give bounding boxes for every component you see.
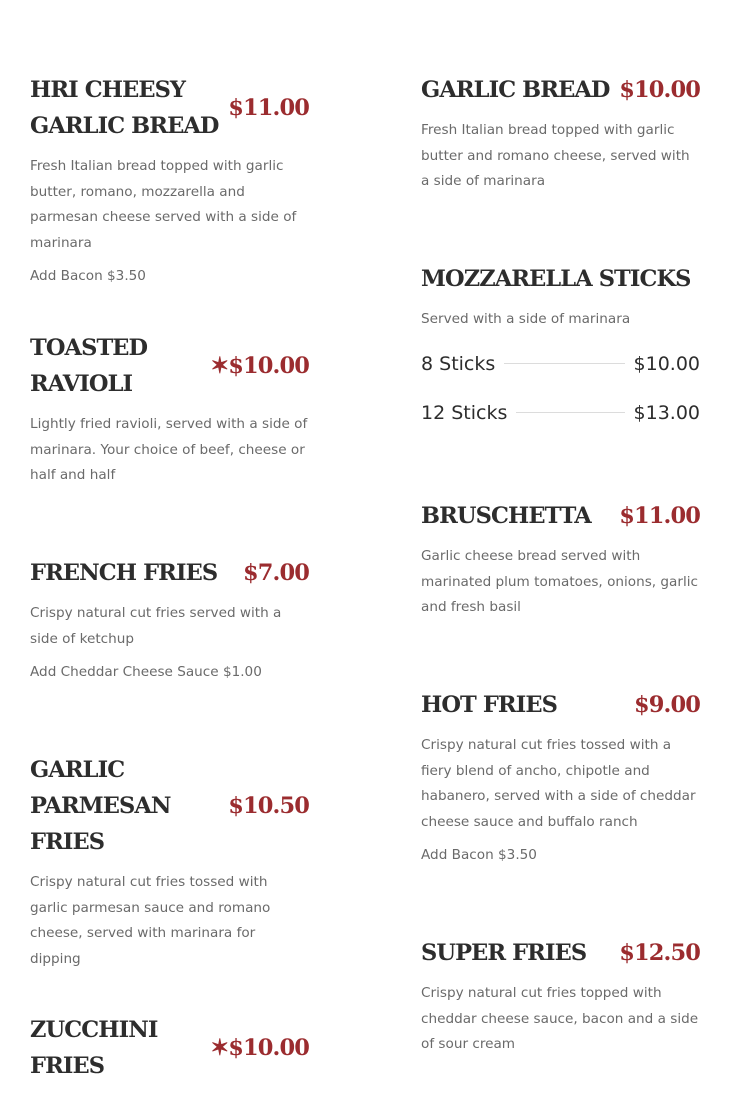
item-price: ✶$10.00 [210,353,309,379]
item-price: $12.50 [619,940,700,966]
item-description: Crispy natural cut fries tossed with garlic parmesan sauce and romano cheese, served with marinara for dipping [30,874,271,967]
item-name: GARLIC PARMESAN FRIES [30,757,171,855]
item-price: $9.00 [634,692,700,718]
item-description: Served with a side of marinara [421,311,631,327]
item-name: HOT FRIES [421,692,557,718]
item-name: TOASTED RAVIOLI [30,335,148,397]
menu-item-super-fries [421,935,700,1058]
size-option-8-sticks [421,346,700,382]
menu-item-garlic-parmesan-fries [30,752,309,972]
item-name: HRI CHEESY GARLIC BREAD [30,77,219,139]
menu-item-hri-cheesy-garlic-bread [30,72,309,289]
menu-item-garlic-bread [421,72,700,195]
item-price: $10.50 [228,793,309,819]
item-description: Fresh Italian bread topped with garlic butter and romano cheese, served with a side of marinara [421,122,690,189]
item-name: ZUCCHINI FRIES [30,1017,158,1079]
item-price: $11.00 [619,503,700,529]
item-name: FRENCH FRIES [30,560,218,586]
item-price: ✶$10.00 [210,1035,309,1061]
size-label: 8 Sticks [421,352,496,375]
item-description: Crispy natural cut fries tossed with a fiery blend of ancho, chipotle and habanero, served with a side of cheddar cheese sauce and buffalo ranch [421,737,696,830]
menu-item-zucchini-fries [30,1012,309,1084]
item-name: GARLIC BREAD [421,77,610,103]
item-description: Crispy natural cut fries served with a side of ketchup [30,605,282,647]
item-addon: Add Bacon $3.50 [421,847,537,863]
item-description: Garlic cheese bread served with marinated plum tomatoes, onions, garlic and fresh basil [421,548,699,615]
size-label: 12 Sticks [421,401,508,424]
item-addon: Add Bacon $3.50 [30,268,146,284]
item-name: MOZZARELLA STICKS [421,266,691,292]
menu-item-hot-fries [421,687,700,868]
size-price: $10.00 [633,352,700,375]
item-price: $10.00 [619,77,700,103]
item-description: Fresh Italian bread topped with garlic butter, romano, mozzarella and parmesan cheese served with a side of marinara [30,158,297,251]
item-name: BRUSCHETTA [421,503,591,529]
dotted-leader [504,363,624,364]
menu-item-french-fries [30,555,309,685]
size-option-12-sticks [421,395,700,431]
item-price: $7.00 [243,560,309,586]
item-description: Crispy natural cut fries topped with cheddar cheese sauce, bacon and a side of sour cream [421,985,699,1052]
item-description: Lightly fried ravioli, served with a side of marinara. Your choice of beef, cheese or half and half [30,416,308,483]
dotted-leader [516,412,624,413]
menu-item-toasted-ravioli [30,330,309,489]
menu-item-mozzarella-sticks [421,261,700,431]
size-price: $13.00 [633,401,700,424]
item-addon: Add Cheddar Cheese Sauce $1.00 [30,664,262,680]
item-name: SUPER FRIES [421,940,587,966]
menu-item-bruschetta [421,498,700,621]
item-price: $11.00 [228,95,309,121]
